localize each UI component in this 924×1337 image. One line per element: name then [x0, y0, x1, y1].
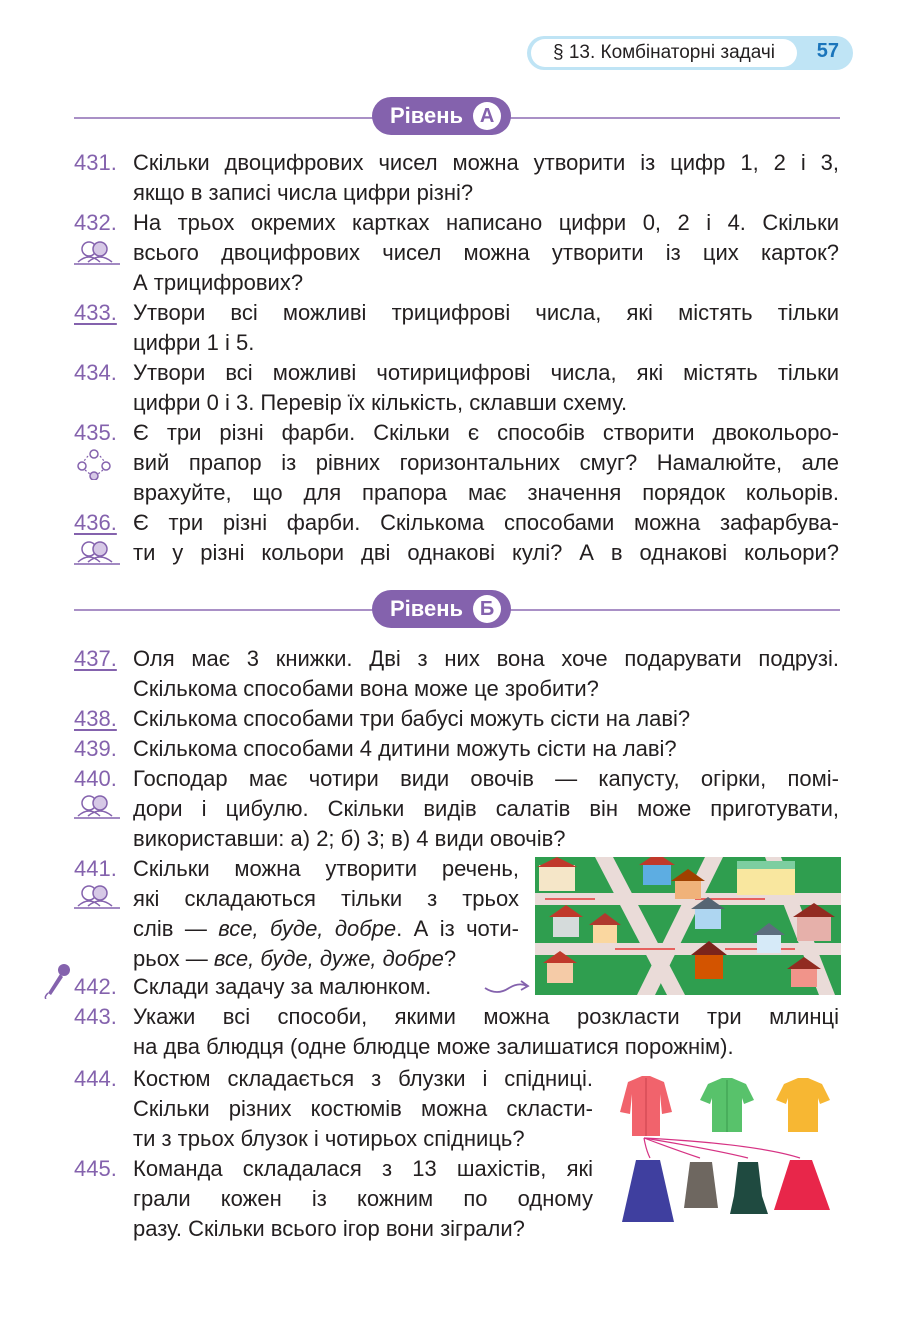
task-number-435: 435. — [74, 420, 117, 445]
task-434-line-2: цифри 0 і 3. Перевір їх кількість, склавши схему. — [133, 390, 628, 415]
microphone-icon — [42, 963, 72, 999]
level-a-badge — [372, 97, 511, 135]
task-434-line-1: Утвори всі можливі чотирицифрові числа, які містять тільки — [133, 360, 839, 385]
level-a-label: Рівень — [390, 103, 464, 128]
task-441-line-2: які складаються тільки з трьох — [133, 886, 519, 911]
header-pill — [527, 36, 853, 70]
task-433-line-2: цифри 1 і 5. — [133, 330, 255, 355]
arrow-icon — [483, 978, 531, 996]
task-443-line-1: Укажи всі способи, якими можна розкласти три млинці — [133, 1004, 839, 1029]
task-441-line-4b: ? — [443, 946, 457, 971]
blouse-yellow-icon — [776, 1078, 830, 1132]
level-b-letter: Б — [473, 595, 501, 623]
task-444-line-2: Скільки різних костюмів можна скласти- — [133, 1096, 593, 1121]
task-431-line-1: Скільки двоцифрових чисел можна утворити із цифр 1, 2 і 3, — [133, 150, 839, 175]
task-number-444: 444. — [74, 1066, 117, 1091]
task-number-437: 437. — [74, 646, 117, 671]
section-title: § 13. Комбінаторні задачі — [531, 39, 797, 67]
pair-work-icon — [74, 240, 120, 266]
task-436-line-2: ти у різні кольори дві однакові кулі? А в однакові кольори? — [133, 540, 839, 565]
task-440-line-2: дори і цибулю. Скільки видів салатів він може приготувати, — [133, 796, 839, 821]
task-438-line-1: Скількома способами три бабусі можуть сісти на лаві? — [133, 706, 691, 731]
level-b-label: Рівень — [390, 596, 464, 621]
task-number-438: 438. — [74, 706, 117, 731]
skirt-red-icon — [774, 1160, 830, 1210]
skirt-blue-icon — [622, 1160, 674, 1222]
level-a-letter: A — [473, 102, 501, 130]
task-432-line-1: На трьох окремих картках написано цифри 0, 2 і 4. Скільки — [133, 210, 839, 235]
task-number-441: 441. — [74, 856, 117, 881]
task-441-line-4 — [133, 944, 519, 974]
task-number-432: 432. — [74, 210, 117, 235]
task-443-line-2: на два блюдця (одне блюдце може залишатися порожнім). — [133, 1034, 734, 1059]
task-440-line-3: використавши: а) 2; б) 3; в) 4 види овочів? — [133, 826, 566, 851]
pair-work-icon — [74, 794, 120, 820]
level-b-badge — [372, 590, 511, 628]
task-440-line-1: Господар має чотири види овочів — капусту, огірки, помі- — [133, 766, 839, 791]
task-435-line-2: вий прапор із рівних горизонтальних смуг? Намалюйте, але — [133, 450, 839, 475]
task-441-line-1: Скільки можна утворити речень, — [133, 856, 519, 881]
task-number-442: 442. — [74, 974, 117, 999]
task-437-line-1: Оля має 3 книжки. Дві з них вона хоче подарувати подрузі. — [133, 646, 839, 671]
task-445-line-2: грали кожен із кожним по одному — [133, 1186, 593, 1211]
task-439-line-1: Скількома способами 4 дитини можуть сісти на лаві? — [133, 736, 677, 761]
task-441-words-4: все, буде, дуже, добре — [213, 946, 444, 971]
task-437-line-2: Скількома способами вона може це зробити? — [133, 676, 599, 701]
task-number-431: 431. — [74, 150, 117, 175]
group-work-icon — [74, 448, 114, 480]
task-number-433: 433. — [74, 300, 117, 325]
task-number-443: 443. — [74, 1004, 117, 1029]
task-444-line-3: ти з трьох блузок і чотирьох спідниць? — [133, 1126, 525, 1151]
task-435-line-3: врахуйте, що для прапора має значення порядок кольорів. — [133, 480, 839, 505]
task-445-line-1: Команда складалася з 13 шахістів, які — [133, 1156, 593, 1181]
task-431-line-2: якщо в записі числа цифри різні? — [133, 180, 474, 205]
task-number-439: 439. — [74, 736, 117, 761]
task-435-line-1: Є три різні фарби. Скільки є способів створити двокольоро- — [133, 420, 839, 445]
task-number-440: 440. — [74, 766, 117, 791]
task-441-line-4a: рьох — — [133, 946, 214, 971]
task-number-445: 445. — [74, 1156, 117, 1181]
task-number-436: 436. — [74, 510, 117, 535]
task-436-line-1: Є три різні фарби. Скількома способами можна зафарбува- — [133, 510, 839, 535]
skirt-teal-icon — [730, 1162, 768, 1214]
blouse-green-icon — [700, 1078, 754, 1132]
task-432-line-3: А трицифрових? — [133, 270, 304, 295]
task-441-line-3b: . А із чоти- — [396, 916, 519, 941]
pair-work-icon — [74, 540, 120, 566]
pair-work-icon — [74, 884, 120, 910]
clothing-illustration — [616, 1072, 836, 1232]
task-445-line-3: разу. Скільки всього ігор вони зіграли? — [133, 1216, 525, 1241]
page-number: 57 — [816, 40, 839, 62]
task-444-line-1: Костюм складається з блузки і спідниці. — [133, 1066, 593, 1091]
blouse-red-icon — [620, 1076, 672, 1136]
task-441-line-3 — [133, 914, 519, 944]
task-number-434: 434. — [74, 360, 117, 385]
task-442-line-1: Склади задачу за малюнком. — [133, 974, 432, 999]
task-441-words-3: все, буде, добре — [218, 916, 397, 941]
skirt-gray-icon — [684, 1162, 718, 1208]
task-432-line-2: всього двоцифрових чисел можна утворити із цих карток? — [133, 240, 839, 265]
town-map-illustration — [535, 857, 841, 995]
task-441-line-3a: слів — — [133, 916, 219, 941]
task-433-line-1: Утвори всі можливі трицифрові числа, які містять тільки — [133, 300, 839, 325]
